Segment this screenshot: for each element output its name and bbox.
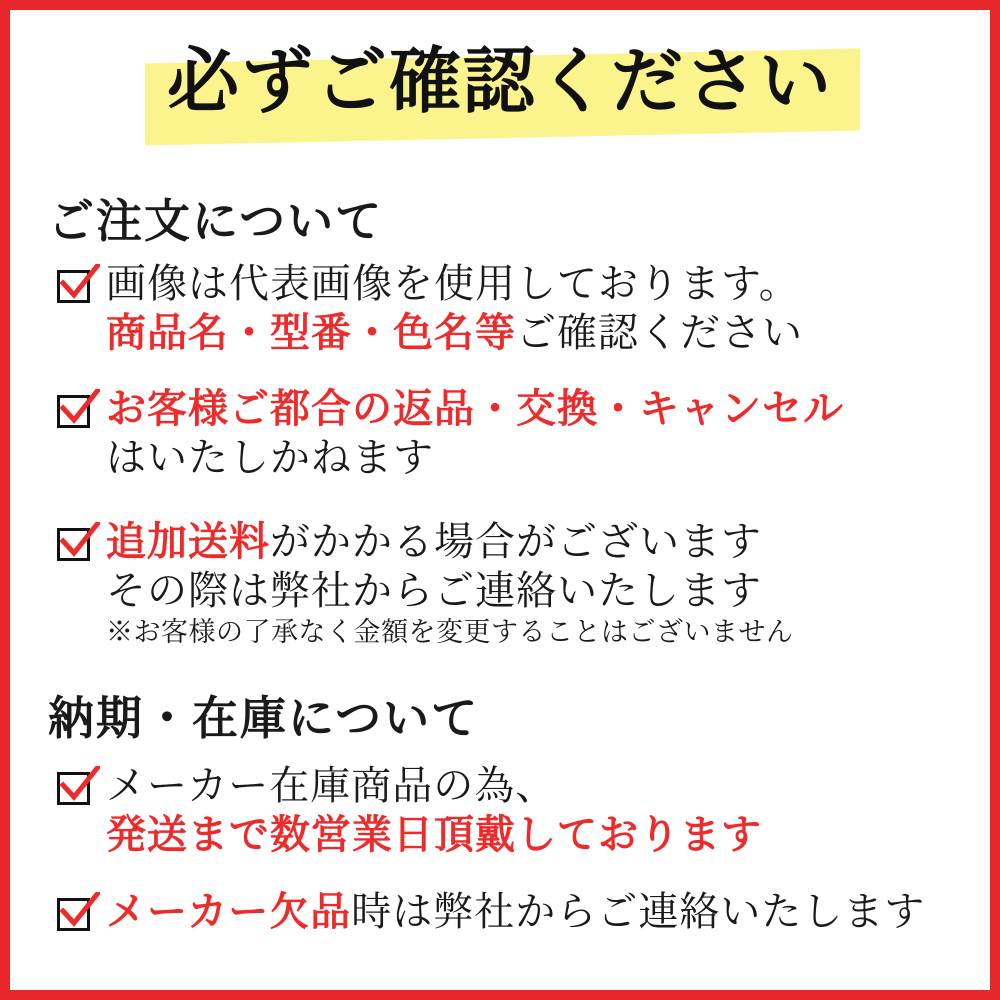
- notice-line-rest: 時は弊社からご連絡いたします: [351, 889, 926, 934]
- list-item: [54, 385, 974, 483]
- checkbox-checked-icon: [54, 389, 98, 433]
- list-item: [54, 762, 974, 860]
- notice-line-rest: ご確認ください: [516, 309, 803, 355]
- notice-line: はいたしかねます: [106, 434, 434, 480]
- notice-line-rest: がかかる場合がございます: [270, 519, 762, 564]
- notice-line: お客様ご都合の返品・交換・キャンセル: [106, 386, 844, 431]
- border-right: [990, 0, 1000, 1000]
- notice-line: メーカー在庫商品の為、: [106, 763, 557, 808]
- section-heading-orders: ご注文について: [48, 196, 384, 247]
- notice-line: [106, 888, 974, 937]
- list-item: [54, 260, 974, 358]
- notice-footnote: ※お客様の了承なく金額を変更することはございません: [106, 616, 794, 647]
- notice-line-emphasis: 追加送料: [106, 519, 270, 564]
- checkbox-checked-icon: [54, 766, 98, 810]
- border-bottom: [0, 990, 1000, 1000]
- list-item: [54, 518, 974, 648]
- notice-line: 発送まで数営業日頂戴しております: [106, 811, 762, 857]
- notice-page: [10, 10, 990, 990]
- border-left: [0, 0, 10, 1000]
- page-title: 必ずご確認ください: [166, 42, 833, 122]
- notice-line: 画像は代表画像を使用しております。: [106, 261, 800, 306]
- title-container: [10, 42, 990, 124]
- checkbox-checked-icon: [54, 264, 98, 308]
- list-item: [54, 888, 974, 937]
- checkbox-checked-icon: [54, 892, 98, 936]
- notice-line-emphasis: 商品名・型番・色名等: [106, 309, 516, 355]
- section-heading-delivery: 納期・在庫について: [48, 693, 480, 744]
- notice-line: その際は弊社からご連絡いたします: [106, 567, 762, 613]
- checkbox-checked-icon: [54, 522, 98, 566]
- notice-line: [106, 309, 974, 358]
- notice-line-emphasis: メーカー欠品: [106, 889, 352, 934]
- notice-line: [106, 518, 974, 567]
- border-top: [0, 0, 1000, 10]
